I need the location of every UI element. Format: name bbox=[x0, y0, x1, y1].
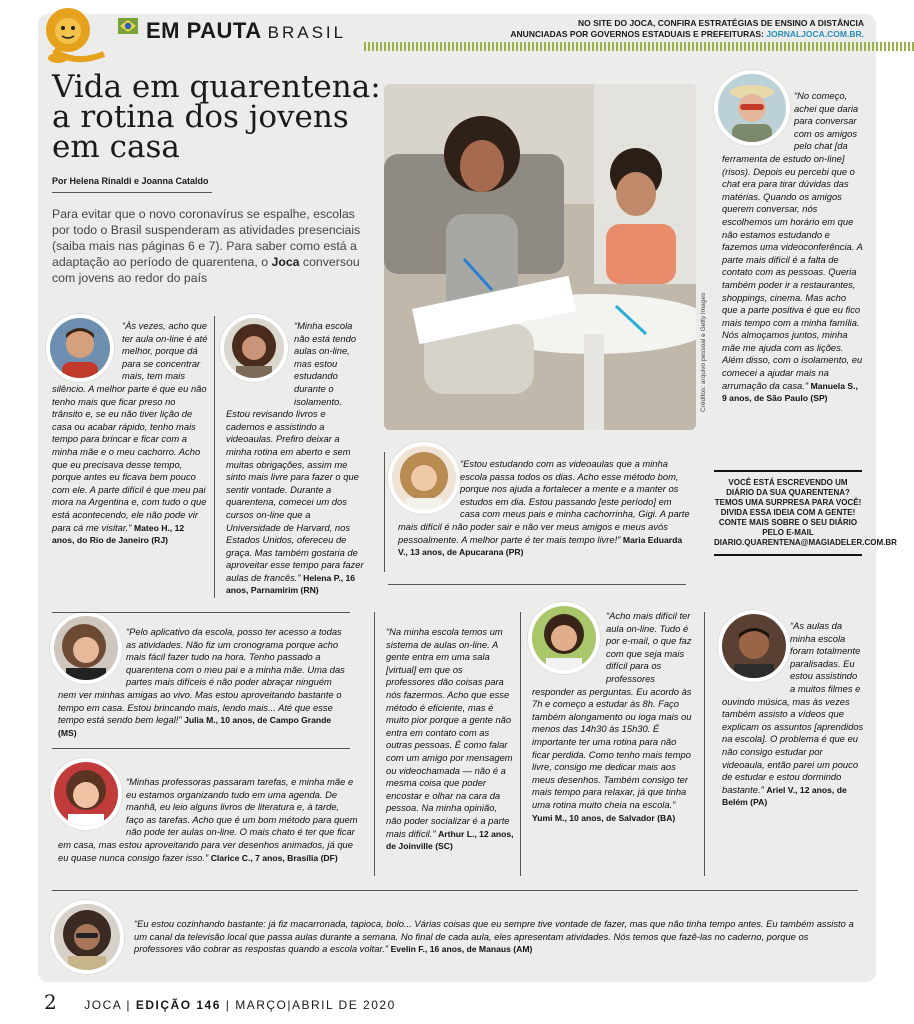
column-divider bbox=[374, 612, 375, 876]
quote-attribution: Yumi M., 10 anos, de Salvador (BA) bbox=[532, 812, 676, 823]
quote-attribution: Arthur L., 12 anos, de Joinville (SC) bbox=[386, 828, 514, 852]
quote-text: “Pelo aplicativo da escola, posso ter acesso a todas as atividades. Não fiz um cronograma porque acho mais fácil fazer tudo na hora. Tenho passado a quarentena com o meu pai e a minha mãe. Uma das partes mais difíceis é não poder abraçar ninguém nem ver minhas amigas ao vivo. Mas estou aproveitando bastante o tempo em casa. Estou brincando mais, lendo mais... Até que esse tempo está sendo bem legal!” bbox=[58, 626, 345, 726]
footer-date: MARÇO|ABRIL DE 2020 bbox=[235, 998, 396, 1012]
section-country: BRASIL bbox=[267, 23, 347, 42]
quote-text: “Estou estudando com as videoaulas que a minha escola passa todos os dias. Acho esse método bom, porque nos ajuda a fortalecer a mente e a manter os estudos em dia. Estou passando [este período] em casa com meus pais e minha cachorrinha, Gigi. A parte mais difícil é não poder sair e não ver meus amigos e meus avós pessoalmente. A melhor parte é ter mais tempo livre!” bbox=[398, 458, 690, 545]
quote-text: “Minhas professoras passaram tarefas, e minha mãe e eu estamos organizando tudo em uma agenda. De manhã, eu leio alguns livros de literatura e, à tarde, faço as tarefas. Acho que é um bom método para quem não pode ter aulas on-line. O mais chato é ter que ficar em casa, mas estou aproveitando para ver desenhos animados, já que eu quase nunca consigo fazer isso.” bbox=[58, 776, 358, 863]
site-note bbox=[510, 18, 864, 40]
avatar-evelin bbox=[50, 900, 124, 974]
main-photo bbox=[384, 84, 696, 430]
quote-text: “No começo, achei que daria para conversar com os amigos pelo chat [da ferramenta de estudo on-line] (risos). Depois eu percebi que o chat era para tirar dúvidas das matérias. Quando os amigos querem conversar, nós escolhemos um horário em que não estamos estudando e fazemos uma videoconferência. A parte mais difícil é a falta de contato com as pessoas. Queria também poder ir a restaurantes, shoppings, cinema. Mas acho que a parte positiva é que eu fico mais tempo com a minha família. Nós almoçamos juntos, minha mãe me ajuda com as lições. Além disso, com o isolamento, eu comecei a ajudar mais na arrumação da casa.” bbox=[722, 90, 863, 391]
quote-ariel bbox=[722, 620, 864, 809]
wrap-spacer bbox=[722, 90, 794, 150]
section-divider bbox=[52, 748, 350, 749]
wrap-spacer bbox=[58, 626, 126, 686]
quote-text: “Na minha escola temos um sistema de aulas on-line. A gente entra em uma sala [virtual] em que os professores dão coisas para nós fazermos. Acho que esse método é eficiente, mas é muito pior porque a gente não entra em contato com as outras pessoas. É como falar com um amigo por mensagem ou videochamada — não é a mesma coisa que poder encostar e olhar na cara da pessoa. Na minha opinião, não poder socializar é a parte mais difícil.” bbox=[386, 626, 513, 839]
lede-text-end: conversou com jovens ao redor do país bbox=[52, 255, 360, 285]
quote-text: “Acho mais difícil ter aula on-line. Tudo é por e-mail, o que faz com que seja mais difícil para os professores responder as perguntas. Eu acordo às 7h e começo a estudar às 8h. Faço também alongamento ou ioga mais ou menos das 14h30 às 15h30. É importante ter uma rotina para não ficar perdida. Como tenho mais tempo livre, consigo me dedicar mais aos meus desenhos. Também consigo ter mais tempo para relaxar, já que tinha uma rotina muito cheia na escola.” bbox=[532, 610, 692, 810]
quote-attribution: Manuela S., 9 anos, de São Paulo (SP) bbox=[722, 380, 858, 404]
article-byline: Por Helena Rinaldi e Joanna Cataldo bbox=[52, 176, 212, 193]
quote-text: “Minha escola não está tendo aulas on-line, mas estou estudando durante o isolamento. Estou revisando livros e cadernos e assistindo a videoaulas. Prefiro deixar a minha rotina em aberto e sem muitas obrigações, assim me sinto mais livre para fazer o que sentir vontade. Durante a quarentena, comecei um dos cursos on-line que a Universidade de Harvard, nos Estados Unidos, ofereceu de graça. Mas também gostaria de aproveitar esse tempo para fazer aulas de francês.” bbox=[226, 320, 364, 583]
wrap-spacer bbox=[722, 620, 790, 684]
quote-maria-eduarda bbox=[398, 458, 690, 559]
dotted-divider bbox=[364, 42, 914, 51]
page-footer: 2 JOCA | EDIÇÃO 146 | MARÇO|ABRIL DE 2020 bbox=[44, 990, 396, 1014]
brazil-flag-icon bbox=[118, 18, 138, 34]
quote-manuela bbox=[722, 90, 864, 405]
quote-attribution: Evelin F., 16 anos, de Manaus (AM) bbox=[390, 944, 533, 955]
quote-text: “Eu estou cozinhando bastante: já fiz macarronada, tapioca, bolo... Várias coisas que eu sempre tive vontade de fazer, mas que não tinha tempo antes. Eu também assisto a um canal da televisão local que passa aulas durante a semana. No final de cada aula, eles apresentam atividades. Nós temos que fazê-las no caderno, porque os professores vão cobrar as respostas quando a escola voltar.” bbox=[134, 918, 854, 955]
quote-julia bbox=[58, 626, 350, 739]
footer-brand: JOCA bbox=[84, 998, 122, 1012]
article-lede bbox=[52, 206, 368, 286]
site-note-line2: ANUNCIADAS POR GOVERNOS ESTADUAIS E PREFEITURAS: bbox=[510, 29, 764, 39]
quote-attribution: Helena P., 16 anos, Parnamirim (RN) bbox=[226, 572, 356, 596]
kids-studying-illustration bbox=[384, 84, 696, 430]
wrap-spacer bbox=[52, 320, 122, 380]
section-divider bbox=[388, 584, 686, 585]
wrap-spacer bbox=[398, 458, 460, 510]
quote-attribution: Ariel V., 12 anos, de Belém (PA) bbox=[722, 784, 847, 808]
quote-attribution: Mateo H., 12 anos, do Rio de Janeiro (RJ) bbox=[52, 522, 185, 546]
section-divider bbox=[52, 890, 858, 891]
page-number: 2 bbox=[44, 990, 59, 1014]
quote-attribution: Julia M., 10 anos, de Campo Grande (MS) bbox=[58, 715, 332, 738]
quote-attribution: Clarice C., 7 anos, Brasília (DF) bbox=[210, 852, 338, 863]
quote-helena bbox=[226, 320, 366, 597]
column-divider bbox=[384, 452, 385, 572]
diary-promo: VOCÊ ESTÁ ESCREVENDO UM DIÁRIO DA SUA QUARENTENA? TEMOS UMA SURPRESA PARA VOCÊ! DIVIDA ESSA IDEIA COM A GENTE! CONTE MAIS SOBRE O SEU DIÁRIO PELO E-MAIL DIARIO.QUARENTENA@MAGIADELER.COM.BR bbox=[714, 470, 862, 556]
column-divider bbox=[704, 612, 705, 876]
wrap-spacer bbox=[58, 776, 126, 832]
section-name: EM PAUTA bbox=[146, 18, 262, 43]
wrap-spacer bbox=[226, 320, 294, 396]
wrap-spacer bbox=[532, 610, 606, 674]
column-divider bbox=[520, 612, 521, 876]
site-note-line1: NO SITE DO JOCA, CONFIRA ESTRATÉGIAS DE ENSINO A DISTÂNCIA bbox=[577, 18, 864, 28]
quote-evelin bbox=[134, 918, 858, 956]
quote-clarice bbox=[58, 776, 358, 864]
column-divider bbox=[214, 316, 215, 598]
lede-text-start: Para evitar que o novo coronavírus se espalhe, escolas por todo o Brasil suspenderam as atividades presenciais (saiba mais nas páginas 6 e 7). Para saber como está a adaptação ao período de quarentena, o bbox=[52, 207, 361, 269]
footer-edition: EDIÇÃO 146 bbox=[135, 998, 221, 1012]
quote-arthur bbox=[386, 626, 514, 853]
person-icon bbox=[54, 904, 120, 970]
quote-text: “As aulas da minha escola foram totalmente paralisadas. Eu estou assistindo a muitos filmes e ouvindo música, mas às vezes também assisto a vídeos que explicam os assuntos [aprendidos na escola]. O problema é que eu não consigo estudar por videoaula, então parei um pouco de estudar e estou dormindo bastante.” bbox=[722, 620, 864, 795]
quote-mateo bbox=[52, 320, 208, 547]
section-title bbox=[146, 18, 346, 44]
site-url-link[interactable]: JORNALJOCA.COM.BR. bbox=[766, 29, 864, 39]
photo-credit: Créditos: arquivo pessoal e Getty Images bbox=[700, 292, 707, 412]
lede-brand: Joca bbox=[271, 255, 300, 269]
quote-attribution: Maria Eduarda V., 13 anos, de Apucarana (PR) bbox=[398, 534, 683, 558]
lion-mascot-icon bbox=[34, 4, 114, 66]
section-divider bbox=[52, 612, 350, 613]
quote-yumi bbox=[532, 610, 692, 824]
article-headline: Vida em quarentena: a rotina dos jovens em casa bbox=[52, 69, 381, 165]
quote-text: “Às vezes, acho que ter aula on-line é até melhor, porque dá para se concentrar mais, tem mais silêncio. A melhor parte é que eu não tenho mais que ficar preso no trânsito e, se eu não tiver lição de casa ou acabar rápido, tenho mais tempo para brincar e ficar com a minha mãe e o meu cachorro. Acho que eu precisava desse tempo, porque antes eu ficava bem pouco com ele. A parte difícil é que meu pai mora na Argentina e, com tudo o que está acontecendo, ele não pode vir para cá me visitar.” bbox=[52, 320, 208, 533]
